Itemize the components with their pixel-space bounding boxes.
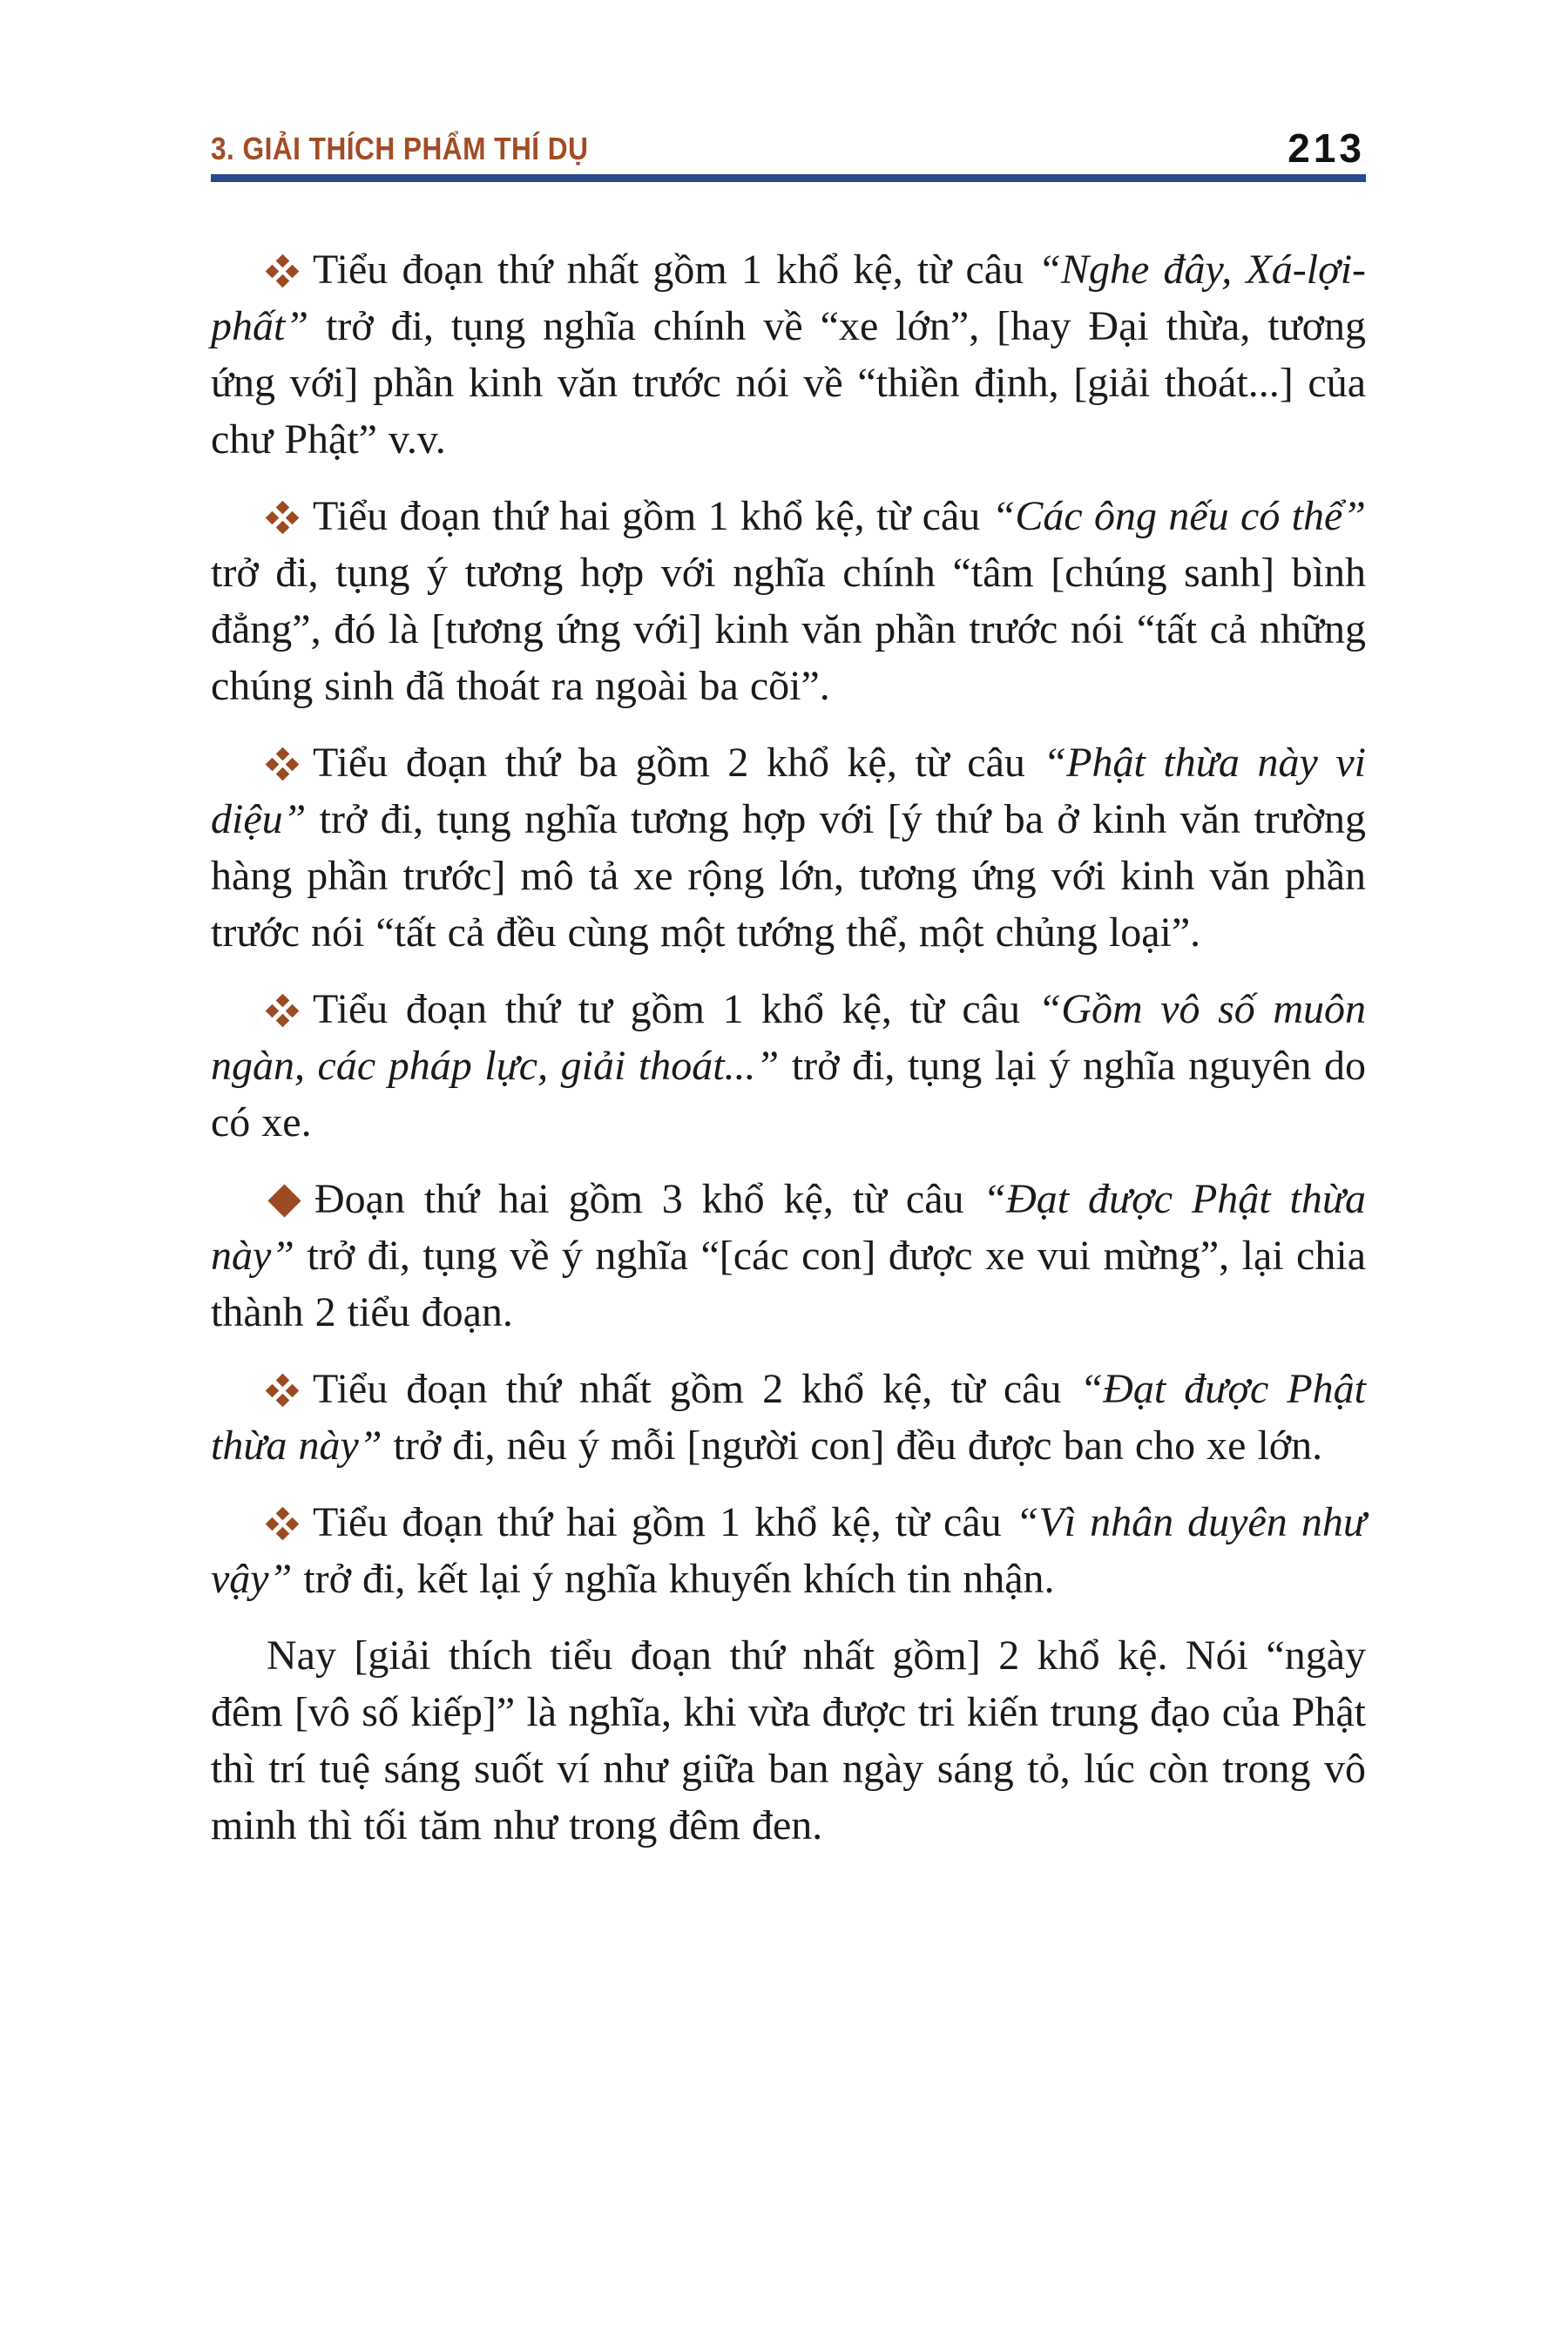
paragraph (211, 241, 1366, 468)
paragraph (211, 488, 1366, 714)
text-run: trở đi, tụng ý tương hợp với nghĩa chính “tâm [chúng sanh] bình đẳng”, đó là [tương ứng với] kinh văn phần trước nói “tất cả những chúng sinh đã thoát ra ngoài ba cõi”. (211, 550, 1366, 709)
text-run: trở đi, tụng về ý nghĩa “[các con] được xe vui mừng”, lại chia thành 2 tiểu đoạn. (211, 1233, 1366, 1335)
four-diamond-icon (267, 1375, 298, 1406)
text-run: trở đi, tụng nghĩa tương hợp với [ý thứ ba ở kinh văn trường hàng phần trước] mô tả xe rộng lớn, tương ứng với kinh văn phần trước nói “tất cả đều cùng một tướng thể, một chủng loại”. (211, 796, 1366, 956)
paragraph (211, 1494, 1366, 1607)
running-header: 3. GIẢI THÍCH PHẨM THÍ DỤ (211, 131, 589, 166)
text-run: Tiểu đoạn thứ hai gồm 1 khổ kệ, từ câu (313, 493, 992, 539)
quoted-phrase: “Đạt được Phật thừa này” (211, 1366, 1366, 1469)
quoted-phrase: “Phật thừa này vi diệu” (211, 740, 1367, 842)
text-run: trở đi, kết lại ý nghĩa khuyến khích tin nhận. (292, 1556, 1055, 1602)
paragraph (211, 734, 1366, 961)
four-diamond-icon (267, 255, 298, 287)
text-run: trở đi, tụng nghĩa chính về “xe lớn”, [hay Đại thừa, tương ứng với] phần kinh văn trước nói về “thiền định, [giải thoát...] của chư Phật” v.v. (211, 303, 1366, 463)
solid-diamond-icon (267, 1183, 301, 1218)
quoted-phrase: “Nghe đây, Xá-lợi-phất” (211, 247, 1367, 349)
text-run: Tiểu đoạn thứ ba gồm 2 khổ kệ, từ câu (313, 740, 1044, 786)
text-run: trở đi, nêu ý mỗi [người con] đều được ban cho xe lớn. (382, 1423, 1323, 1469)
text-run: Tiểu đoạn thứ nhất gồm 1 khổ kệ, từ câu (313, 247, 1038, 293)
text-run: trở đi, tụng lại ý nghĩa nguyên do có xe. (211, 1043, 1367, 1146)
quoted-phrase: “Gồm vô số muôn ngàn, các pháp lực, giải thoát...” (211, 986, 1366, 1089)
page-number: 213 (1288, 125, 1365, 171)
text-run: Tiểu đoạn thứ tư gồm 1 khổ kệ, từ câu (313, 986, 1038, 1032)
paragraph (211, 1361, 1366, 1474)
quoted-phrase: “Đạt được Phật thừa này” (211, 1176, 1367, 1279)
quoted-phrase: “Các ông nếu có thể” (991, 493, 1367, 539)
text-run: Tiểu đoạn thứ nhất gồm 2 khổ kệ, từ câu (313, 1366, 1080, 1412)
paragraph (211, 1627, 1366, 1854)
text-run: Đoạn thứ hai gồm 3 khổ kệ, từ câu (314, 1176, 983, 1222)
header-rule (211, 174, 1366, 182)
text-run: Tiểu đoạn thứ hai gồm 1 khổ kệ, từ câu (313, 1499, 1016, 1545)
quoted-phrase: “Vì nhân duyên như vậy” (211, 1499, 1367, 1602)
four-diamond-icon (267, 502, 298, 533)
paragraph (211, 1171, 1366, 1341)
four-diamond-icon (267, 1508, 298, 1539)
body-text (211, 241, 1366, 1874)
four-diamond-icon (267, 748, 298, 780)
paragraph (211, 981, 1366, 1151)
four-diamond-icon (267, 995, 298, 1026)
text-run: Nay [giải thích tiểu đoạn thứ nhất gồm] 2 khổ kệ. Nói “ngày đêm [vô số kiếp]” là nghĩa, khi vừa được tri kiến trung đạo của Phật thì trí tuệ sáng suốt ví như giữa ban ngày sáng tỏ, lúc còn trong vô minh thì tối tăm như trong đêm đen. (211, 1632, 1366, 1848)
